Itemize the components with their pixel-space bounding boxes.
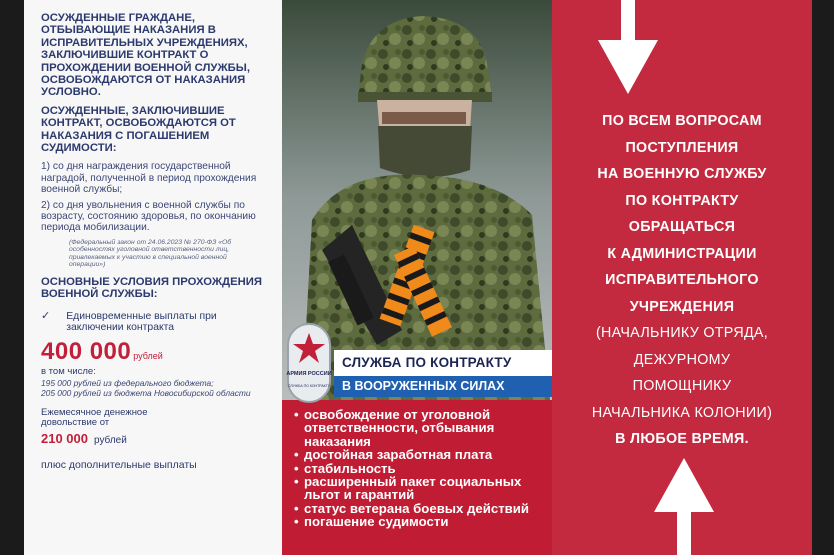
monthly-label: Ежемесячное денежное довольствие от [41,406,148,429]
contact-line: НАЧАЛЬНИКА КОЛОНИИ) [591,404,773,421]
lump-sum-item [41,311,274,333]
contact-line: ДЕЖУРНОМУ [633,351,731,368]
contact-line: ПОСТУПЛЕНИЯ [625,139,739,156]
contact-line: НА ВОЕННУЮ СЛУЖБУ [597,166,767,182]
heading-conditional-release: ОСУЖДЕННЫЕ ГРАЖДАНЕ, ОТБЫВАЮЩИЕ НАКАЗАНИЯ В ИСПРАВИТЕЛЬНЫХ УЧРЕЖДЕНИЯХ, ЗАКЛЮЧИВШИЕ КОНТРАКТ О ПРОХОЖДЕНИИ ВОЕННОЙ СЛУЖБЫ, ОСВОБОЖДАЮТСЯ ОТ НАКАЗАНИЯ УСЛОВНО. [41,12,250,99]
lump-sum-unit: рублей [133,351,163,362]
list-item: • стабильность [294,460,396,476]
heading-service-conditions: ОСНОВНЫЕ УСЛОВИЯ ПРОХОЖДЕНИЯ ВОЕННОЙ СЛУЖБЫ: [41,276,263,301]
list-item: • погашение судимости [294,514,449,530]
lump-sum-amount: 400 000 [41,338,132,366]
contact-line: УЧРЕЖДЕНИЯ [629,298,735,315]
point-award: 1) со дня награждения государственной наградой, полученной в период прохождения военной службы; [41,161,257,195]
including-label: в том числе: [41,366,96,378]
benefits-list [294,408,550,529]
federal-part: 195 000 рублей из федерального бюджета; [41,377,214,388]
list-item: • достойная заработная плата [294,447,493,463]
contact-instructions [552,108,812,453]
check-icon: ✓ [41,309,51,322]
monthly-unit: рублей [94,434,127,446]
contact-line: ОБРАЩАТЬСЯ [628,219,736,235]
list-item: • освобождение от уголовной ответственности, отбывания наказания [294,407,495,449]
point-discharge: 2) со дня увольнения с военной службы по возрасту, состоянию здоровья, по окончанию периода мобилизации. [41,200,256,234]
list-item: • статус ветерана боевых действий [294,500,529,516]
monthly-amount-row [41,431,274,446]
right-panel [552,0,812,555]
middle-panel [282,0,552,555]
banner-armed-forces: В ВООРУЖЕННЫХ СИЛАХ [334,376,552,397]
lump-sum-amount-row [41,338,274,366]
red-star-icon [286,325,332,401]
closing-line: В ЛЮБОЕ ВРЕМЯ. [615,431,749,447]
law-note: (Федеральный закон от 24.06.2023 № 270-ФЗ «Об особенностях уголовной ответственности лиц, привлекаемых к участию в специальной военной операции») [69,238,232,269]
down-arrow-icon [596,0,660,96]
contact-line: (НАЧАЛЬНИКУ ОТРЯДА, [595,325,769,341]
left-panel [24,0,282,555]
monthly-amount: 210 000 [41,430,88,446]
regional-part: 205 000 рублей из бюджета Новосибирской области [41,387,251,398]
badge-subtext: СЛУЖБА ПО КОНТРАКТУ [287,384,331,388]
army-russia-badge [287,323,331,403]
extra-payments: плюс дополнительные выплаты [41,458,197,471]
badge-text: АРМИЯ РОССИИ [286,371,332,377]
lump-sum-label: Единовременные выплаты при заключении контракта [66,310,217,334]
contact-line: ИСПРАВИТЕЛЬНОГО [605,272,759,288]
heading-record-cleared: ОСУЖДЕННЫЕ, ЗАКЛЮЧИВШИЕ КОНТРАКТ, ОСВОБОЖДАЮТСЯ ОТ НАКАЗАНИЯ С ПОГАШЕНИЕМ СУДИМОСТИ: [41,104,236,155]
contact-line: К АДМИНИСТРАЦИИ [607,245,757,262]
contact-line: ПОМОЩНИКУ [632,378,732,394]
up-arrow-icon [652,458,716,555]
list-item: • расширенный пакет социальных льгот и гарантий [294,474,522,503]
banner-contract-service: СЛУЖБА ПО КОНТРАКТУ [334,350,552,376]
leaflet-page [24,0,812,555]
contact-line: ПО КОНТРАКТУ [625,192,739,209]
contact-line: ПО ВСЕМ ВОПРОСАМ [602,113,762,129]
